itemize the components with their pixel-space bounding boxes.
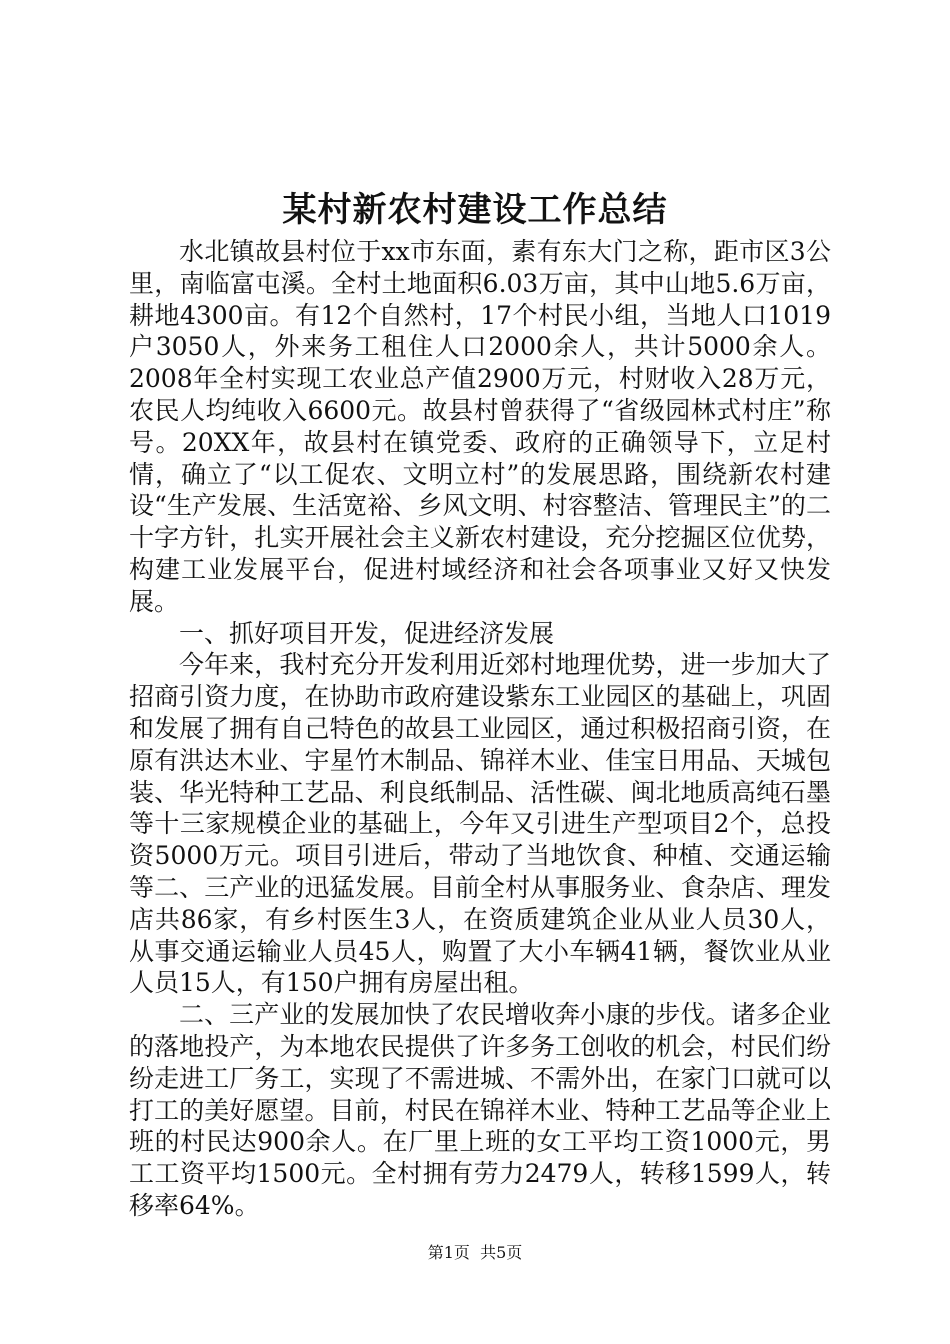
section-heading-1: 一、抓好项目开发，促进经济发展 xyxy=(179,618,555,648)
paragraph-income-growth: 二、三产业的发展加快了农民增收奔小康的步伐。诸多企业的落地投产，为本地农民提供了许多务工创收的机会，村民们纷纷走进工厂务工，实现了不需进城、不需外出，在家门口就可以打工的美好愿望。目前，村民在锦祥木业、特种工艺品等企业上班的村民达900余人。在厂里上班的女工平均工资1000元，男工工资平均1500元。全村拥有劳力2479人，转移1599人，转移率64%。 xyxy=(129,1000,831,1220)
page-total: 共5页 xyxy=(480,1243,523,1262)
paragraph-intro: 水北镇故县村位于xx市东面，素有东大门之称，距市区3公里，南临富屯溪。全村土地面积6.03万亩，其中山地5.6万亩，耕地4300亩。有12个自然村，17个村民小组，当地人口1019户3050人，外来务工租住人口2000余人，共计5000余人。2008年全村实现工农业总产值2900万元，村财收入28万元，农民人均纯收入6600元。故县村曾获得了“省级园林式村庄”称号。20XX年，故县村在镇党委、政府的正确领导下，立足村情，确立了“以工促农、文明立村”的发展思路，围绕新农村建设“生产发展、生活宽裕、乡风文明、村容整洁、管理民主”的二十字方针，扎实开展社会主义新农村建设，充分挖掘区位优势，构建工业发展平台，促进村域经济和社会各项事业又好又快发展。 xyxy=(129,237,831,616)
paragraph-project-development: 今年来，我村充分开发利用近郊村地理优势，进一步加大了招商引资力度，在协助市政府建设紫东工业园区的基础上，巩固和发展了拥有自己特色的故县工业园区，通过积极招商引资，在原有洪达木业、宇星竹木制品、锦祥木业、佳宝日用品、天城包装、华光特种工艺品、利良纸制品、活性碳、闽北地质高纯石墨等十三家规模企业的基础上，今年又引进生产型项目2个，总投资5000万元。项目引进后，带动了当地饮食、种植、交通运输等二、三产业的迅猛发展。目前全村从事服务业、食杂店、理发店共86家，有乡村医生3人，在资质建筑企业从业人员30人，从事交通运输业人员45人，购置了大小车辆41辆，餐饮业从业人员15人，有150户拥有房屋出租。 xyxy=(129,650,831,998)
page-footer xyxy=(0,1242,950,1264)
page-number: 第1页 xyxy=(427,1243,470,1262)
document-title: 某村新农村建设工作总结 xyxy=(282,190,668,230)
document-body xyxy=(129,236,831,1222)
